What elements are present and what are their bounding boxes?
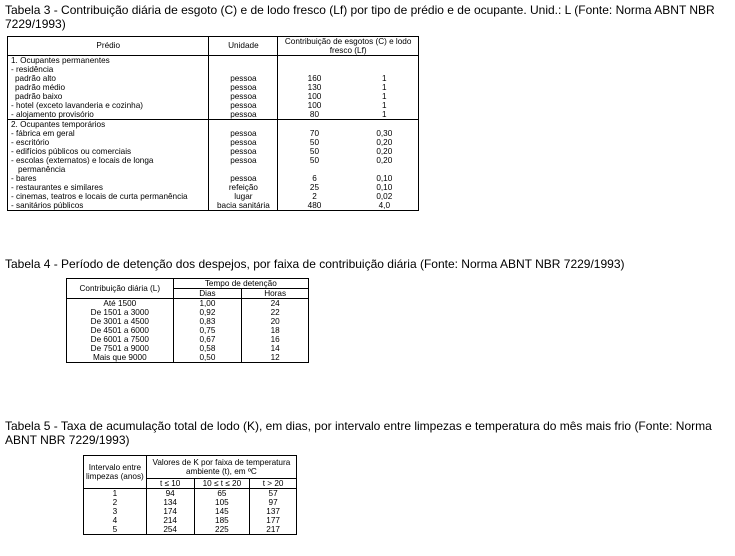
contribuicao-lf-cell: 1 [351,92,419,101]
table-row [8,192,419,201]
horas-cell: 12 [242,353,309,363]
intervalo-cell: 5 [84,525,147,535]
contribuicao-c-cell: 25 [309,182,320,192]
contribuicao-lf-cell: 1 [351,101,419,110]
predio-cell: - fábrica em geral [8,129,209,138]
unidade-cell: pessoa [209,129,278,138]
contribuicao-lf-cell [351,119,419,129]
intervalo-cell: 3 [84,507,147,516]
table3-caption [5,3,727,31]
table-row [84,516,297,525]
k2-cell: 225 [194,525,250,535]
unidade-cell: pessoa [209,101,278,110]
contribuicao-lf-cell: 1 [351,110,419,120]
table4-header-horas: Horas [242,289,309,299]
table-row [8,92,419,101]
table4-caption-prefix: Tabela 4 - [5,257,62,271]
contribuicao-lf-cell: 0,02 [351,192,419,201]
k2-cell: 185 [194,516,250,525]
table5-caption-prefix: Tabela 5 - [5,419,61,433]
table5-caption [5,419,730,447]
table3-body [8,55,419,210]
faixa-cell: Mais que 9000 [67,353,174,363]
unidade-cell: pessoa [209,74,278,83]
table4 [66,278,309,363]
table3-caption-prefix: Tabela 3 - [5,3,62,17]
k1-cell: 254 [146,525,194,535]
predio-cell: - cinemas, teatros e locais de curta permanência [8,192,209,201]
table4-header-dias: Dias [173,289,242,299]
table5 [83,455,297,535]
unidade-cell [209,65,278,74]
table-row [84,507,297,516]
unidade-cell: pessoa [209,147,278,156]
table-row [8,174,419,183]
unidade-cell [209,55,278,65]
contribuicao-c-cell: 80 [309,109,320,119]
contribuicao-lf-cell: 0,20 [351,147,419,156]
unidade-cell: pessoa [209,83,278,92]
table-row [8,138,419,147]
k3-cell: 137 [250,507,297,516]
table5-body [84,489,297,535]
k3-cell: 177 [250,516,297,525]
table-row [67,335,309,344]
predio-cell: - bares [8,174,209,183]
table-row [8,156,419,165]
horas-cell: 14 [242,344,309,353]
k1-cell: 134 [146,498,194,507]
contribuicao-c-cell: 2 [312,191,317,201]
k3-cell: 217 [250,525,297,535]
contribuicao-lf-cell: 1 [351,74,419,83]
horas-cell: 16 [242,335,309,344]
unidade-cell: bacia sanitária [209,201,278,211]
table-row [8,55,419,65]
table5-header-t2: 10 ≤ t ≤ 20 [194,479,250,489]
k1-cell: 94 [146,489,194,499]
horas-cell: 18 [242,326,309,335]
intervalo-cell: 2 [84,498,147,507]
table-row [84,489,297,499]
contribuicao-lf-cell: 1 [351,83,419,92]
table3-header-contribuicao: Contribuição de esgotos (C) e lodo fresco (Lf) [278,37,419,56]
unidade-cell: pessoa [209,138,278,147]
table-row [8,101,419,110]
contribuicao-c-cell: 50 [309,146,320,156]
predio-cell: - hotel (exceto lavanderia e cozinha) [8,101,209,110]
table-row [8,119,419,129]
unidade-cell: pessoa [209,156,278,165]
predio-cell: padrão baixo [8,92,209,101]
predio-cell: - edifícios públicos ou comerciais [8,147,209,156]
contribuicao-c-cell: 6 [312,173,317,183]
faixa-cell: De 3001 a 4500 [67,317,174,326]
table-row [8,65,419,74]
contribuicao-lf-cell: 0,20 [351,156,419,165]
faixa-cell: De 7501 a 9000 [67,344,174,353]
unidade-cell: pessoa [209,92,278,101]
table-row [8,201,419,211]
unidade-cell: pessoa [209,110,278,120]
table3-header-predio: Prédio [8,37,209,56]
unidade-cell [209,165,278,174]
k2-cell: 65 [194,489,250,499]
table-row [8,74,419,83]
predio-cell: - residência [8,65,209,74]
contribuicao-c-cell: 160 [307,73,322,83]
table3 [7,36,419,211]
table-row [8,165,419,174]
unidade-cell [209,119,278,129]
contribuicao-c-cell: 50 [309,155,320,165]
table5-header-t3: t > 20 [250,479,297,489]
unidade-cell: refeição [209,183,278,192]
table-row [67,344,309,353]
contribuicao-c-cell [278,165,351,174]
predio-cell: 2. Ocupantes temporários [8,119,209,129]
predio-cell: 1. Ocupantes permanentes [8,55,209,65]
table-row [67,299,309,309]
unidade-cell: lugar [209,192,278,201]
faixa-cell: De 1501 a 3000 [67,308,174,317]
dias-cell: 0,67 [173,335,242,344]
contribuicao-lf-cell [351,165,419,174]
predio-cell: - alojamento provisório [8,110,209,120]
table4-header-contribuicao: Contribuição diária (L) [67,279,174,299]
contribuicao-c-cell: 70 [309,128,320,138]
contribuicao-lf-cell: 0,20 [351,138,419,147]
k3-cell: 97 [250,498,297,507]
contribuicao-c-cell: 130 [307,82,322,92]
dias-cell: 0,50 [173,353,242,363]
intervalo-cell: 1 [84,489,147,499]
predio-cell: padrão alto [8,74,209,83]
contribuicao-c-cell [278,65,351,74]
horas-cell: 22 [242,308,309,317]
faixa-cell: De 6001 a 7500 [67,335,174,344]
contribuicao-lf-cell: 0,10 [351,183,419,192]
table4-caption-text: Período de detenção dos despejos, por faixa de contribuição diária (Fonte: Norma ABNT NBR 7229/1993) [61,257,625,271]
contribuicao-c-cell: 100 [307,100,322,110]
k1-cell: 214 [146,516,194,525]
predio-cell: - escritório [8,138,209,147]
contribuicao-lf-cell [351,65,419,74]
k3-cell: 57 [250,489,297,499]
table-row [8,83,419,92]
table3-header-unidade: Unidade [209,37,278,56]
dias-cell: 0,92 [173,308,242,317]
table5-header-t1: t ≤ 10 [146,479,194,489]
k1-cell: 174 [146,507,194,516]
table5-header-intervalo: Intervalo entre limpezas (anos) [84,456,147,489]
table-row [84,498,297,507]
intervalo-cell: 4 [84,516,147,525]
faixa-cell: De 4501 a 6000 [67,326,174,335]
contribuicao-lf-cell [351,55,419,65]
table4-body [67,299,309,363]
table4-caption [5,257,625,271]
predio-cell: - sanitários públicos [8,201,209,211]
faixa-cell: Até 1500 [67,299,174,309]
unidade-cell: pessoa [209,174,278,183]
predio-cell: permanência [8,165,209,174]
horas-cell: 20 [242,317,309,326]
table-row [8,129,419,138]
table3-caption-text: Contribuição diária de esgoto (C) e de lodo fresco (Lf) por tipo de prédio e de ocupante. Unid.: L (Fonte: Norma ABNT NBR 7229/1993) [5,3,715,31]
dias-cell: 1,00 [173,299,242,309]
predio-cell: - escolas (externatos) e locais de longa [8,156,209,165]
table-row [84,525,297,535]
contribuicao-c-cell: 480 [278,201,351,211]
table-row [8,183,419,192]
table-row [8,110,419,120]
table4-header-tempo: Tempo de detenção [173,279,308,289]
table5-header-valores: Valores de K por faixa de temperatura ambiente (t), em ºC [146,456,296,479]
k2-cell: 105 [194,498,250,507]
horas-cell: 24 [242,299,309,309]
table5-caption-text: Taxa de acumulação total de lodo (K), em dias, por intervalo entre limpezas e temperatura do mês mais frio (Fonte: Norma ABNT NBR 7229/1993) [5,419,712,447]
predio-cell: padrão médio [8,83,209,92]
contribuicao-lf-cell: 0,30 [351,129,419,138]
table-row [8,147,419,156]
k2-cell: 145 [194,507,250,516]
table-row [67,353,309,363]
dias-cell: 0,58 [173,344,242,353]
dias-cell: 0,75 [173,326,242,335]
contribuicao-c-cell: 100 [307,91,322,101]
contribuicao-c-cell [278,55,351,65]
predio-cell: - restaurantes e similares [8,183,209,192]
dias-cell: 0,83 [173,317,242,326]
contribuicao-lf-cell: 4,0 [351,201,419,211]
contribuicao-lf-cell: 0,10 [351,174,419,183]
contribuicao-c-cell [278,119,351,129]
table-row [67,317,309,326]
table-row [67,308,309,317]
contribuicao-c-cell: 50 [309,137,320,147]
table-row [67,326,309,335]
